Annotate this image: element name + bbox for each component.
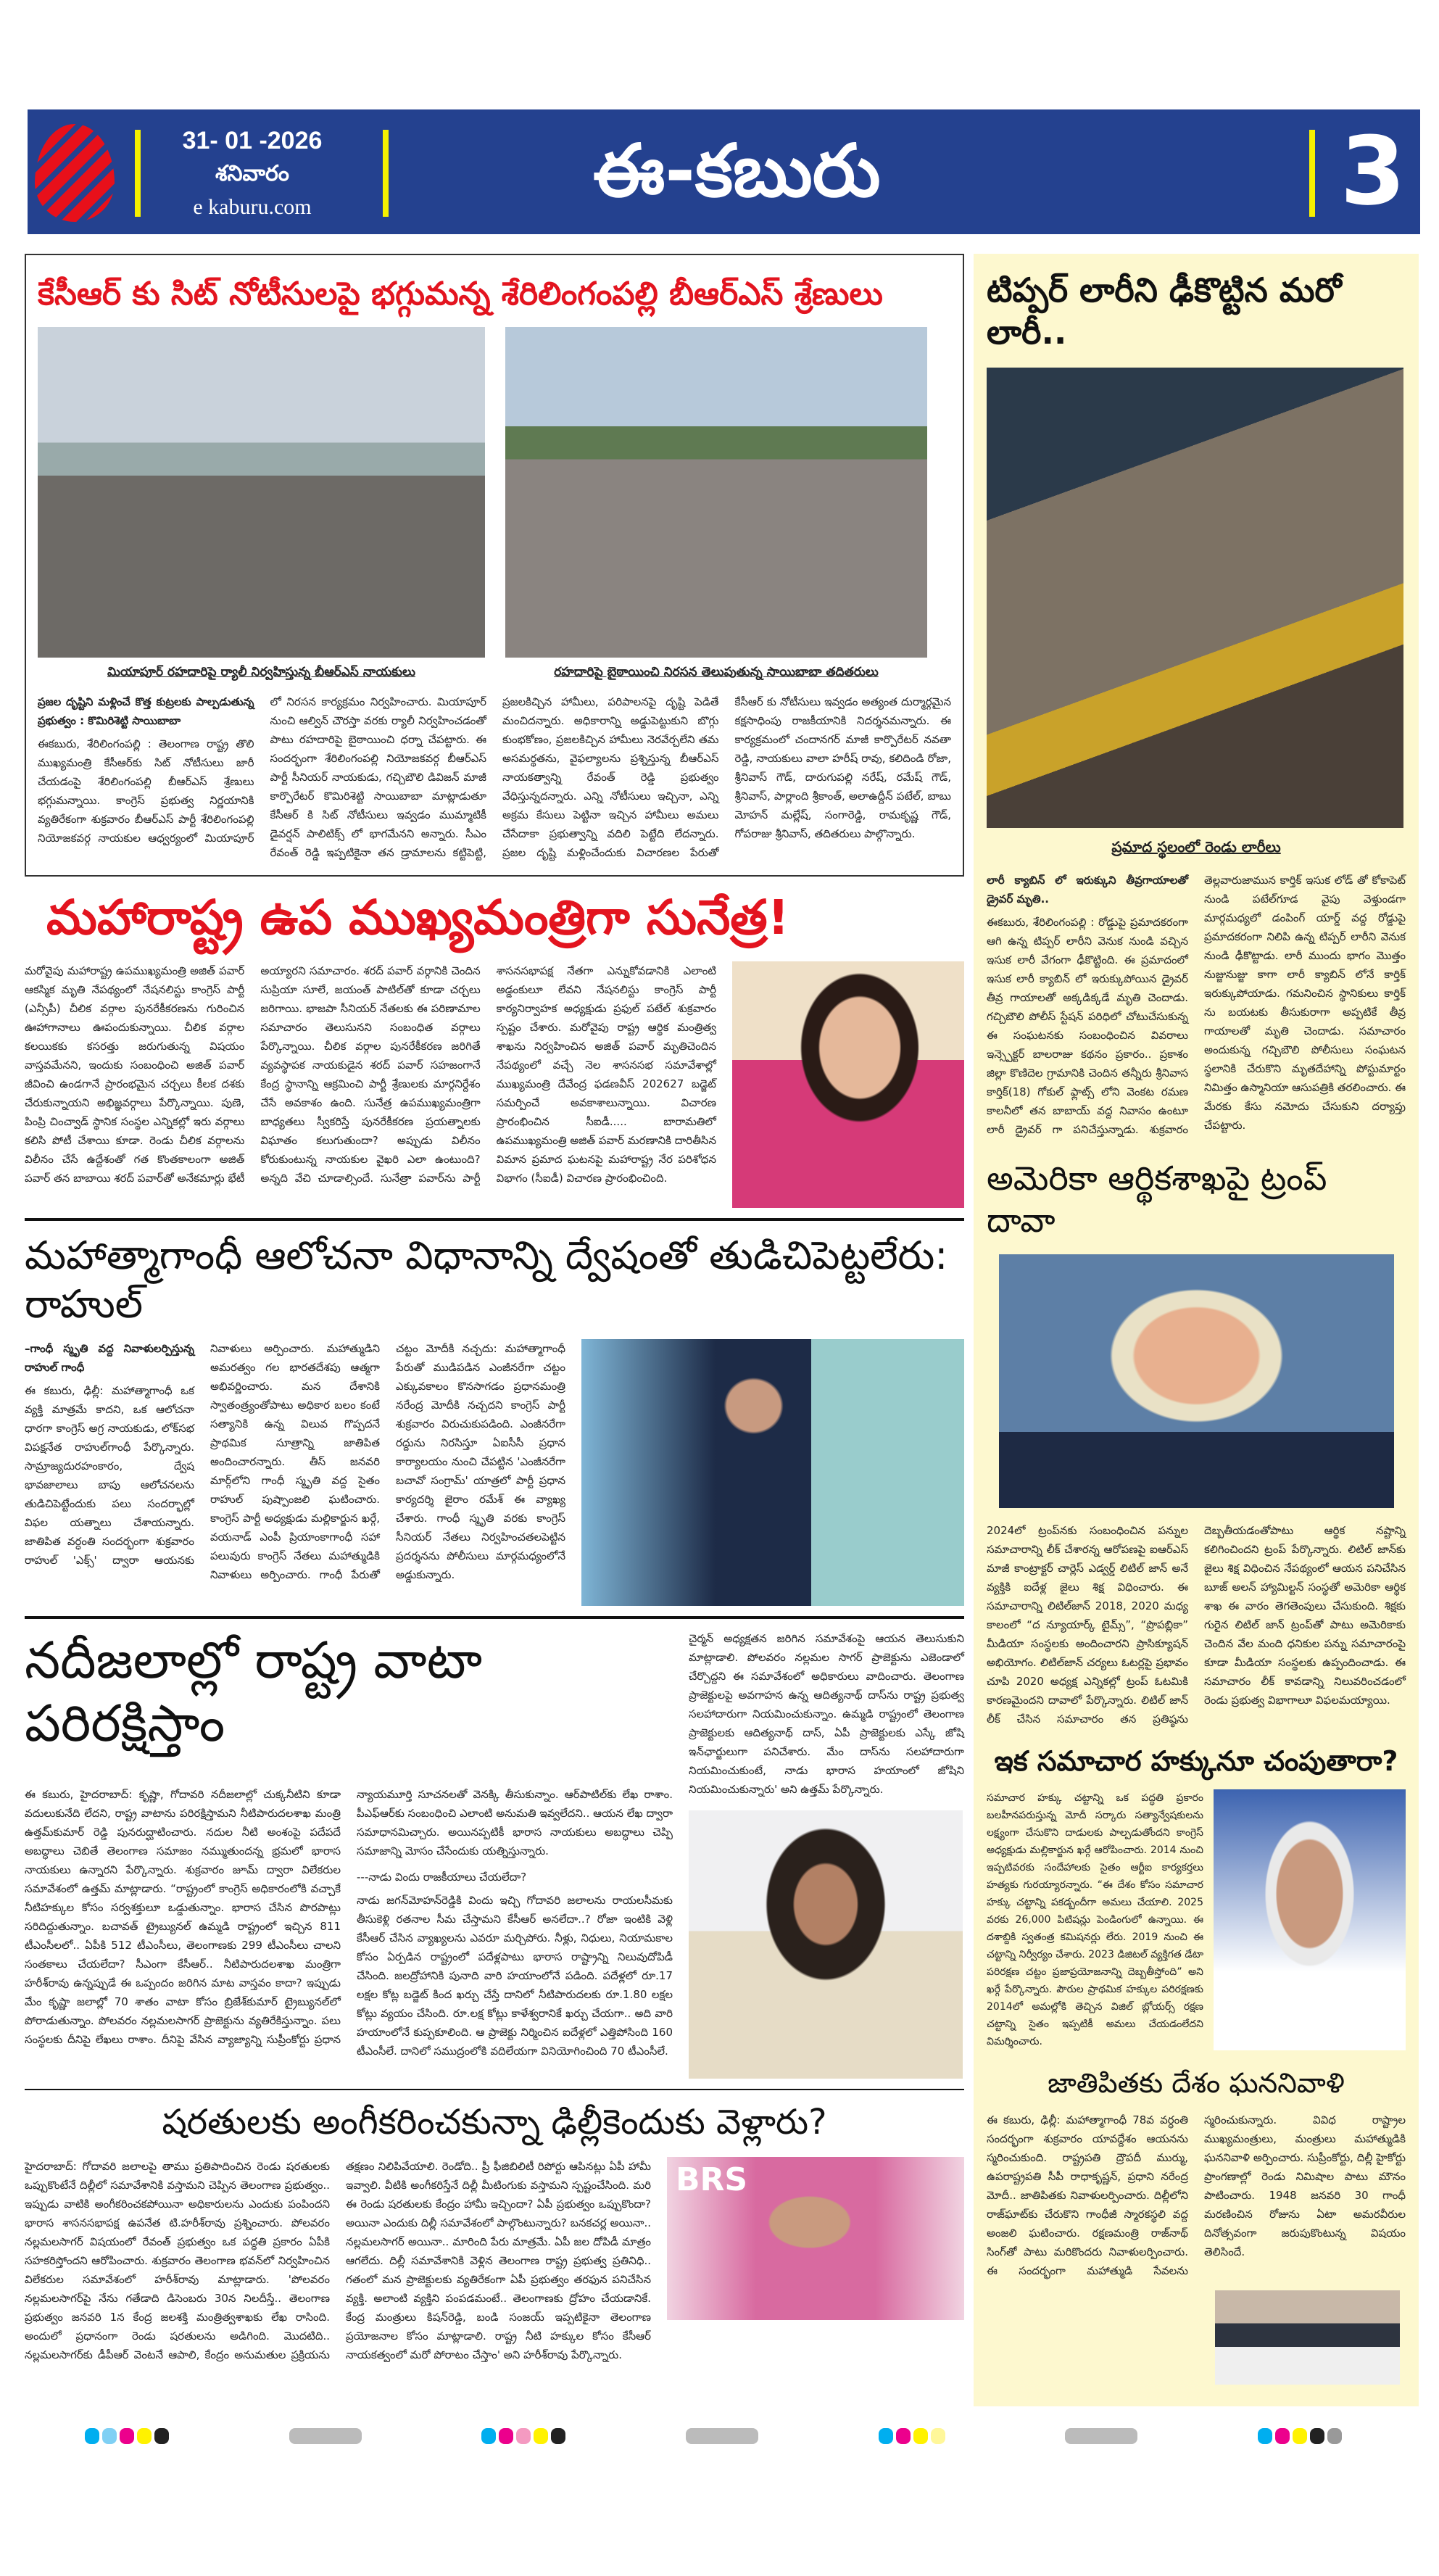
print-registration-marks — [289, 2428, 362, 2444]
article-body — [38, 692, 951, 862]
photo-road-protest — [505, 327, 927, 658]
print-registration-marks — [1258, 2428, 1342, 2444]
divider — [25, 1218, 964, 1221]
issue-info — [158, 124, 347, 224]
body-text: మరోవైపు మహారాష్ట్ర ఉపముఖ్యమంత్రి అజిత్ పవార్ ఆకస్మిక మృతి నేపథ్యంలో నేషనలిస్టు కాంగ్రెస్ పార్టీ (ఎన్సీపీ) చీలిక వర్గాల పునరేకీకరణను గురించిన ఊహాగానాలు ఊపందుకున్నాయి. చీలిక వర్గాల కలయికకు కసరత్తు జరుగుతున్న విషయం వాస్తవమేనని, ఇందుకు సంబంధించి అజిత్ పవార్ జీవించి ఉండగానే ప్రారంభమైన చర్చలు కీలక దశకు చేరుకున్నాయని అభిజ్ఞవర్గాలు పేర్కొన్నాయి. పుణె, పింప్రి చించ్వాడ్ స్థానిక సంస్థల ఎన్నికల్లో ఇరు వర్గాలు కలిసి పోటీ చేశాయి కూడా. రెండు చీలిక వర్గాలను విలీనం చేసే ఉద్దేశంతో గత కొంతకాలంగా అజిత్ పవార్ తన బాబాయి శరద్ పవార్‌తో అనేకమార్లు భేటీ అయ్యారని సమాచారం. శరద్ పవార్ వర్గానికి చెందిన సుప్రియా సూలే, జయంత్ పాటిల్‌తో కూడా చర్చలు జరిగాయి. భాజపా సీనియర్ నేతలకు ఈ పరిణామాల సమాచారం తెలుసునని సంబంధిత వర్గాలు పేర్కొన్నాయి. చీలిక వర్గాల పునరేకీకరణ జరిగితే వ్యవస్థాపక నాయకుడైన శరద్ పవార్ సహజంగానే కేంద్ర స్థానాన్ని ఆక్రమించి పార్టీ శ్రేణులకు మార్గనిర్దేశం చేసే అవకాశం ఉంది. సునేత్ర ఉపముఖ్యమంత్రిగా బాధ్యతలు స్వీకరిస్తే పునరేకీకరణ ప్రయత్నాలకు విఘాతం కలుగుతుందా? అప్పుడు విలీనం కోరుకుంటున్న నాయకుల వైఖరి ఎలా ఉంటుంది? అన్నది వేచి చూడాల్సిందే. సునేత్రా పవార్‌ను పార్టీ శాసనసభాపక్ష నేతగా ఎన్నుకోవడానికి ఎలాంటి అడ్డంకులూ లేవని నేషనలిస్టు కాంగ్రెస్ పార్టీ కార్యనిర్వాహక అధ్యక్షుడు ప్రఫుల్ పటేల్ శుక్రవారం స్పష్టం చేశారు. మరోవైపు రాష్ట్ర ఆర్థిక మంత్రిత్వ శాఖను నిర్వహించిన అజిత్ పవార్ మృతిచెందిన నేపథ్యంలో వచ్చే నెల శాసనసభ సమావేశాల్లో ముఖ్యమంత్రి దేవేంద్ర ఫడణవీస్ 202627 బడ్జెట్ సమర్పించే అవకాశాలున్నాయి. విచారణ ప్రారంభించిన సీఐడీ..... బారామతిలో ఉపముఖ్యమంత్రి అజిత్ పవార్ మరణానికి దారితీసిన విమాన ప్రమాద ఘటనపై మహారాష్ట్ర నేర పరిశోధన విభాగం (సీఐడీ) విచారణ ప్రారంభించింది. — [25, 964, 716, 1185]
print-registration-marks — [481, 2428, 565, 2444]
photo-lorry-accident — [987, 368, 1403, 828]
photo-mallikarjun-kharge — [1214, 1789, 1406, 2050]
article-kcr — [25, 254, 964, 877]
headline: కేసీఆర్ కు సిట్ నోటీసులపై భగ్గుమన్న శేరిలింగంపల్లి బీఆర్ఎస్ శ్రేణులు — [38, 276, 883, 312]
divider — [383, 130, 389, 217]
article-body-harish — [25, 2157, 651, 2364]
headline-water: నదీజలాల్లో రాష్ట్ర వాటా పరిరక్షిస్తాం — [25, 1630, 483, 1753]
divider — [25, 2089, 964, 2090]
article-body-rti: సమాచార హక్కు చట్టాన్ని ఒక పద్ధతి ప్రకారం బలహీనపరుస్తున్న మోదీ సర్కారు సత్యాన్వేషకులను లక్ష్యంగా చేసుకొని దాడులకు పాల్పడుతోందని కాంగ్రెస్ అధ్యక్షుడు మల్లికార్జున ఖర్గే ఆరోపించారు. 2014 నుంచి ఇప్పటివరకు సందేహాలకు సైతం ఆర్టీఐ కార్యకర్తలు హత్యకు గురయ్యారన్నారు. “ఈ దేశం కోసం సమాచార హక్కు చట్టాన్ని పకడ్బందీగా అమలు చేయాలి. 2025 వరకు 26,000 పిటిషన్లు పెండింగులో ఉన్నాయి. ఈ దశాబ్దికి స్వతంత్ర కమిషనర్లు లేరు. 2019 నుంచి ఈ చట్టాన్ని నిర్వీర్యం చేశారు. 2023 డిజిటల్ వ్యక్తిగత డేటా పరిరక్షణ చట్టం ప్రజాప్రయోజనాన్ని దెబ్బతీస్తోంది” అని ఖర్గే పేర్కొన్నారు. పౌరుల ప్రాథమిక హక్కుల పరిరక్షణకు 2014లో అమల్లోకి తెచ్చిన విజిల్ బ్లోయర్స్ రక్షణ చట్టాన్ని సైతం ఇప్పటికీ అమలు చేయడంలేదని విమర్శించారు. — [987, 1792, 1203, 2047]
photo-harish-rao — [667, 2157, 964, 2320]
subheading: ---నాడు విందు రాజకీయాలు చేయలేదా? — [357, 1870, 527, 1884]
side-text-water: చైర్మన్ అధ్యక్షతన జరిగిన సమావేశంపై ఆయన తెలుసుకుని మాట్లాడాలి. పోలవరం నల్లమల సాగర్ ప్రాజెక్టును ఎజెండాలో చేర్చొద్దని ఈ సమావేశంలో అధికారులు వాదించారు. తెలంగాణ ప్రాజెక్టులపై అవగాహన ఉన్న ఆదిత్యనాథ్ దాస్‌ను రాష్ట్ర ప్రభుత్వ సలహాదారుగా నియమించుకున్నాం. ఉమ్మడి రాష్ట్రంలో తెలంగాణ ప్రాజెక్టులకు ఆదిత్యనాథ్ దాస్, ఏపీ ప్రాజెక్టులకు ఎస్కే జోషి ఇన్‌ఛార్జులుగా పనిచేశారు. మేం దాస్‌ను సలహాదారుగా నియమించుకుంటే, నాడు భారాస హయాంలో జోషిని నియమించుకున్నారు' అని ఉత్తమ్ పేర్కొన్నారు. — [689, 1631, 964, 1796]
subheading: ప్రజల దృష్టిని మళ్లించే కొత్త కుట్రలకు పాల్పడుతున్న ప్రభుత్వం : కొమిరిశెట్టి సాయిబాబా — [38, 695, 254, 727]
article-sunetra — [25, 888, 964, 1208]
article-body-trump — [987, 1521, 1406, 1728]
headline-sunetra: మహారాష్ట్ర ఉప ముఖ్యమంత్రిగా సునేత్ర! — [46, 890, 789, 945]
article-body-gandhi — [987, 2111, 1406, 2280]
brs-banner-text: BRS — [676, 2161, 748, 2198]
issue-day: శనివారం — [215, 162, 289, 186]
print-registration-marks — [686, 2428, 758, 2444]
divider — [135, 130, 141, 217]
photo-rajghat-tribute — [1215, 2290, 1400, 2385]
sidebar-column — [974, 254, 1419, 2406]
headline-rahul: మహాత్మాగాంధీ ఆలోచనా విధానాన్ని ద్వేషంతో తుడిచిపెట్టలేరు: రాహుల్ — [25, 1232, 948, 1327]
newspaper-title: ఈ-కబురు — [593, 128, 881, 213]
article-body-water — [25, 1785, 673, 2061]
headline-harish: షరతులకు అంగీకరించకున్నా ఢిల్లీకెందుకు వెళ్లారు? — [162, 2101, 827, 2142]
photo-caption: మియాపూర్ రహదారిపై ర్యాలీ నిర్వహిస్తున్న బీఆర్ఎస్ నాయకులు — [107, 665, 415, 679]
headline-gandhi: జాతిపితకు దేశం ఘననివాళి — [1048, 2066, 1345, 2099]
photo-caption: ప్రమాద స్థలంలో రెండు లారీలు — [1111, 838, 1281, 856]
article-rahul — [25, 1231, 964, 1606]
subheading: –గాంధీ స్మృతి వద్ద నివాళులర్పిస్తున్న రాహుల్ గాంధీ — [25, 1341, 194, 1374]
photo-uttam-kumar-reddy — [689, 1810, 963, 2079]
issue-date: 31- 01 -2026 — [182, 127, 323, 154]
main-column — [25, 254, 964, 2364]
subheading: లారీ క్యాబిన్ లో ఇరుక్కుని తీవ్రగాయాలతో డ్రైవర్ మృతి.. — [987, 874, 1188, 906]
website[interactable]: e kaburu.com — [193, 195, 312, 219]
photo-brs-rally — [38, 327, 485, 658]
photo-sunetra-pawar — [732, 961, 964, 1208]
headline-trump: అమెరికా ఆర్థికశాఖపై ట్రంప్ దావా — [987, 1159, 1327, 1240]
body-text: 2024లో ట్రంప్‌నకు సంబంధించిన పన్నుల సమాచారాన్ని లీక్ చేశారన్న ఆరోపణపై ఐఆర్ఎస్ మాజీ కాంట్రాక్టర్ చార్లెస్ ఎడ్వర్డ్ లిటిల్ జాన్ అనే వ్యక్తికి ఐదేళ్ల జైలు శిక్ష విధించారు. ఈ సమాచారాన్ని లిటిల్‌జాన్ 2018, 2020 మధ్య కాలంలో “ద న్యూయార్క్ టైమ్స్”, “ప్రొపబ్లికా” మీడియా సంస్థలకు అందించారని ప్రాసిక్యూషన్ అభియోగం. లిటిల్‌జాన్ చర్యలు ఓటర్లపై ప్రభావం చూపి 2020 అధ్యక్ష ఎన్నికల్లో ట్రంప్ ఓటమికి కారణమైందని దావాలో పేర్కొన్నారు. లిటిల్ జాన్ లీక్ చేసిన సమాచారం తన ప్రతిష్ఠను దెబ్బతీయడంతోపాటు ఆర్థిక నష్టాన్ని కలిగించిందని ట్రంప్ పేర్కొన్నారు. లిటిల్ జాన్‌కు జైలు శిక్ష విధించిన నేపథ్యంలో ఆయన పనిచేసిన బూజ్ అలన్ హ్యామిల్టన్ సంస్థతో అమెరికా ఆర్థిక శాఖ ఈ వారం తెగతెంపులు చేసుకుంది. శిక్షకు గురైన లిటిల్ జాన్ ట్రంప్‌తో పాటు అమెరికాకు చెందిన వేల మంది ధనికుల పన్ను సమాచారంపై కూడా మీడియా సంస్థలకు ఉప్పందించాడు. ఈ సమాచారం లీక్ కావడాన్ని నిలువరించడంలో రెండు ప్రభుత్వ విభాగాలూ విఫలమయ్యాయి. — [987, 1524, 1406, 1726]
newspaper-logo-icon — [35, 124, 115, 222]
photo-rahul-gandhi — [581, 1339, 964, 1606]
divider — [1309, 130, 1315, 217]
article-body-lorry — [987, 871, 1406, 1139]
page-number: 3 — [1340, 116, 1406, 226]
body-text: నాడు జగన్‌మోహన్‌రెడ్డికి విందు ఇచ్చి గోదావరి జలాలను రాయలసీమకు తీసుకెళ్లి రతనాల సీమ చేస్తామని కేసీఆర్ అనలేదా..? రోజా ఇంటికి వెళ్లి కేసీఆర్ చేసిన వ్యాఖ్యలను ఎవరూ మర్చిపోరు. నీళ్లు, నిధులు, నియామకాల కోసం ఏర్పడిన రాష్ట్రంలో పదేళ్లపాటు భారాస రాష్ట్రాన్ని నిలువుదోపిడీ చేసింది. జలద్రోహానికి పునాది వారి హయాంలోనే పడింది. పదేళ్లలో రూ.17 లక్షల కోట్ల బడ్జెట్ కింద ఖర్చు చేస్తే దానిలో నీటిపారుదలకు రూ.1.80 లక్షల కోట్లు వ్యయం చేసింది. రూ.లక్ష కోట్లు కాళేశ్వరానికే ఖర్చు చేయగా.. అది వారి హయాంలోనే కుప్పకూలింది. ఆ ప్రాజెక్టు నిర్మించిన ఐదేళ్లలో ఎత్తిపోసింది 160 టీఎంసీలే. దానిలో సముద్రంలోకి వదిలేయగా వినియోగించింది 70 టీఎంసీలే. — [357, 1893, 673, 2058]
body-text: ఈకబురు, శేరిలింగంపల్లి : తెలంగాణ రాష్ట్ర తొలి ముఖ్యమంత్రి కేసీఆర్‌కు సిట్ నోటీసులు జారీ చేయడంపై శేరిలింగంపల్లి బీఆర్ఎస్ శ్రేణులు భగ్గుమన్నాయి. కాంగ్రెస్ ప్రభుత్వ నిర్ణయానికి వ్యతిరేకంగా శుక్రవారం బీఆర్ఎస్ పార్టీ శేరిలింగంపల్లి నియోజకవర్గ నాయకుల ఆధ్వర్యంలో మియాపూర్ లో నిరసన కార్యక్రమం నిర్వహించారు. మియాపూర్ నుంచి ఆల్విన్ చౌరస్తా వరకు ర్యాలీ నిర్వహించడంతో పాటు రహదారిపై బైఠాయించి ధర్నా చేపట్టారు. ఈ సందర్భంగా శేరిలింగంపల్లి నియోజకవర్గ బీఆర్ఎస్ పార్టీ సీనియర్ నాయకుడు, గచ్చిబౌలి డివిజన్ మాజీ కార్పొరేటర్ కొమిరిశెట్టి సాయిబాబా మాట్లాడుతూ కేసీఆర్ కి సిట్ నోటీసులు ఇవ్వడం ముమ్మాటికీ డైవర్షన్ పాలిటిక్స్ లో భాగమేనని అన్నారు. సీఎం రేవంత్ రెడ్డి ఇప్పటికైనా తన డ్రామాలను కట్టిపెట్టి, ప్రజలకిచ్చిన హామీలు, పరిపాలనపై దృష్టి పెడితే మంచిదన్నారు. అధికారాన్ని అడ్డుపెట్టుకుని బొగ్గు కుంభకోణం, ప్రజలకిచ్చిన హామీలు నెరవేర్చలేని తమ అసమర్థతను, వైఫల్యాలను ప్రశ్నిస్తున్న బీఆర్ఎస్ నాయకత్వాన్ని రేవంత్ రెడ్డి ప్రభుత్వం వేధిస్తున్నదన్నారు. ఎన్ని నోటీసులు ఇచ్చినా, ఎన్ని అక్రమ కేసులు పెట్టినా ఇచ్చిన హామీలు అమలు చేసేదాకా ప్రభుత్వాన్ని వదిలి పెట్టేది లేదన్నారు. ప్రజల దృష్టి మళ్లించేందుకు విచారణల పేరుతో కేసీఆర్ కు నోటీసులు ఇవ్వడం అత్యంత దుర్మార్గమైన కక్షసాధింపు రాజకీయానికి నిదర్శనమన్నారు. ఈ కార్యక్రమంలో చందానగర్ మాజీ కార్పొరేటర్ నవతా రెడ్డి, నాయకులు వాలా హరీష్ రావు, కలిదిండి రోజా, శ్రీనివాస్ గౌడ్, దారుగుపల్లి నరేష్, రమేష్ గౌడ్, శ్రీనివాస్, పార్లాంది శ్రీకాంత్, అలాఉద్దీన్ పటేల్, బాబు మోహన్ మల్లేష్, సంగారెడ్డి, రామకృష్ణ గౌడ్, గోపరాజు శ్రీనివాస్, తదితరులు పాల్గొన్నారు. — [38, 695, 951, 859]
print-registration-marks — [1065, 2428, 1137, 2444]
print-registration-marks — [879, 2428, 945, 2444]
print-registration-marks — [85, 2428, 169, 2444]
body-text: ఈ కబురు, ఢిల్లీ: మహాత్మాగాంధీ ఒక వ్యక్తి మాత్రమే కాదని, ఒక ఆలోచనా ధారగా కాంగ్రెస్ అగ్ర నాయకుడు, లోక్‌సభ విపక్షనేత రాహుల్‌గాంధీ పేర్కొన్నారు. సామ్రాజ్యదురహంకారం, ద్వేష భావజాలాలు బాపు ఆలోచనలను తుడిచిపెట్టేందుకు పలు సందర్భాల్లో విఫల యత్నాలు చేశాయన్నారు. జాతిపిత వర్ధంతి సందర్భంగా శుక్రవారం రాహుల్ 'ఎక్స్' ద్వారా ఆయనకు నివాళులు అర్పించారు. మహాత్ముడిని అమరత్వం గల భారతదేశపు ఆత్మగా అభివర్ణించారు. మన దేశానికి స్వాతంత్ర్యంతోపాటు అధికార బలం కంటే సత్యానికి ఉన్న విలువ గొప్పదనే ప్రాథమిక సూత్రాన్ని జాతిపిత అందించారన్నారు. తీస్ జనవరి మార్గ్‌లోని గాంధీ స్మృతి వద్ద సైతం రాహుల్ పుష్పాంజలి ఘటించారు. కాంగ్రెస్ పార్టీ అధ్యక్షుడు మల్లికార్జున ఖర్గే, వయనాడ్ ఎంపీ ప్రియాంకాగాంధీ సహా పలువురు కాంగ్రెస్ నేతలు మహాత్ముడికి నివాళులు అర్పించారు. గాంధీ పేరుతో చట్టం మోదీకి నచ్చదు: మహాత్మాగాంధీ పేరుతో ముడిపడిన ఎంజీనరేగా చట్టం ఎక్కువకాలం కొనసాగడం ప్రధానమంత్రి నరేంద్ర మోదీకి నచ్చదని కాంగ్రెస్ పార్టీ శుక్రవారం విరుచుకుపడింది. ఎంజీనరేగా రద్దును నిరసిస్తూ ఏఐసీసీ ప్రధాన కార్యాలయం నుంచి చేపట్టిన 'ఎంజీనరేగా బచావో సంగ్రామ్' యాత్రలో పార్టీ ప్రధాన కార్యదర్శి జైరాం రమేశ్ ఈ వ్యాఖ్య చేశారు. గాంధీ స్మృతి వరకు కాంగ్రెస్ సీనియర్ నేతలు నిర్వహించతలపెట్టిన ప్రదర్శనను పోలీసులు మార్గమధ్యంలోనే అడ్డుకున్నారు. — [25, 1341, 565, 1581]
divider — [25, 1616, 964, 1619]
masthead-banner — [28, 109, 1420, 234]
headline-lorry: టిప్పర్ లారీని ఢీకొట్టిన మరో లారీ.. — [987, 270, 1342, 352]
body-text: ఈకబురు, శేరిలింగంపల్లి : రోడ్డుపై ప్రమాదకరంగా ఆగి ఉన్న టిప్పర్ లారీని వెనుక నుండి వచ్చిన ఇసుక లారీ వేగంగా ఢీకొట్టింది. ఈ ప్రమాదంలో ఇసుక లారీ క్యాబిన్ లో ఇరుక్కుపోయిన డ్రైవర్ తీవ్ర గాయాలతో అక్కడిక్కడే మృతి చెందాడు. గచ్చిబౌలి పోలీస్ స్టేషన్ పరిధిలో చోటుచేసుకున్న ఈ సంఘటనకు సంబంధించిన వివరాలు ఇన్స్పెక్టర్ బాలరాజు కథనం ప్రకారం.. ప్రకాశం జిల్లా కొణిదెల గ్రామానికి చెందిన తన్నీరు శ్రీనివాస కార్తిక్(18) గోకుల్ ఫ్లాట్స్ లోని వెంకట రమణ కాలనీలో తన బాబాయ్ వద్ద నివాసం ఉంటూ లారీ డ్రైవర్ గా పనిచేస్తున్నాడు. శుక్రవారం తెల్లవారుజామున కార్తిక్ ఇసుక లోడ్ తో కోకాపెట్ నుండి పటేల్‌గూడ వైపు వెళ్తుండగా మార్గమధ్యలో డంపింగ్ యార్డ్ వద్ద రోడ్డుపై ప్రమాదకరంగా నిలిపి ఉన్న టిప్పర్ లారీని వెనుక నుండి ఢీకొట్టాడు. లారీ ముందు భాగం మొత్తం నుజ్జునుజ్జు కాగా లారీ క్యాబిన్ లోనే కార్తిక్ ఇరుక్కుపోయాడు. గమనించిన స్థానికులు కార్తిక్ ను బయటకు తీసుకురాగా అప్పటికే తీవ్ర గాయాలతో మృతి చెందాడు. సమాచారం అందుకున్న గచ్చిబౌలి పోలీసులు సంఘటన స్థలానికి చేరుకొని మృతదేహాన్ని పోస్టుమార్టం నిమిత్తం ఉస్మానియా ఆసుపత్రికి తరలించారు. ఈ మేరకు కేసు నమోదు చేసుకుని దర్యాప్తు చేపట్టారు. — [987, 874, 1406, 1136]
photo-donald-trump — [999, 1254, 1394, 1508]
body-text: ఈ కబురు, హైదరాబాద్: కృష్ణా, గోదావరి నదీజలాల్లో చుక్కనీటిని కూడా వదులుకునేది లేదని, రాష్ట్ర వాటాను పరిరక్షిస్తామని నీటిపారుదలశాఖ మంత్రి ఉత్తమ్‌కుమార్ రెడ్డి పునరుద్ఘాటించారు. నదుల నీటి అంశంపై పదేపదే అబద్ధాలు చెబితే తెలంగాణ సమాజం నమ్ముతుందన్న భ్రమలో భారాస నాయకులు ఉన్నారని పేర్కొన్నారు. శుక్రవారం జూమ్ ద్వారా విలేకరుల సమావేశంలో ఉత్తమ్ మాట్లాడారు. “రాష్ట్రంలో కాంగ్రెస్ అధికారంలోకి వచ్చాకే నీటిహక్కుల కోసం సర్వశక్తులూ ఒడ్డుతున్నాం. భారాస చేసిన పొరపాట్లు సరిదిద్దుతున్నాం. బచావత్ ట్రైబ్యునల్ ఉమ్మడి రాష్ట్రంలో ఇచ్చిన 811 టీఎంసీలలో.. ఏపీకి 512 టీఎంసీలు, తెలంగాణకు 299 టీఎంసీలు చాలని సంతకాలు చేయలేదా? సీఎంగా కేసీఆర్.. నీటిపారుదలశాఖ మంత్రిగా హరీశ్‌రావు ఉన్నప్పుడే ఈ ఒప్పందం జరిగిన మాట వాస్తవం కాదా? ఇప్పుడు మేం కృష్ణా జలాల్లో 70 శాతం వాటా కోసం బ్రిజేశ్‌కుమార్ ట్రైబ్యునల్‌లో పోరాడుతున్నాం. పోలవరం నల్లమలసాగర్ ప్రాజెక్టును వ్యతిరేకిస్తున్నాం. పలు సంస్థలకు దీనిపై లేఖలు రాశాం. దీనిపై వేసిన వ్యాజ్యాన్ని సుప్రీంకోర్టు ప్రధాన న్యాయమూర్తి సూచనలతో వెనక్కి తీసుకున్నాం. ఆర్‌పాటిల్‌కు లేఖ రాశాం. పీఎఫ్ఆర్‌కు సంబంధించి ఎలాంటి అనుమతి ఇవ్వలేదని.. ఆయన లేఖ ద్వారా సమాధానమిచ్చారు. అయినప్పటికీ భారాస నాయకులు అబద్ధాలు చెప్పి సమాజాన్ని మోసం చేసేందుకు యత్నిస్తున్నారు. — [25, 1787, 673, 2046]
article-water — [25, 1629, 964, 2079]
body-text: హైదరాబాద్: గోదావరి జలాలపై తాము ప్రతిపాదించిన రెండు షరతులకు ఒప్పుకొంటేనే దిల్లీలో సమావేశానికి వస్తామని చెప్పిన తెలంగాణ ప్రభుత్వం.. ఇప్పుడు వాటికి అంగీకరించకపోయినా అధికారులను ఎందుకు పంపిందని భారాస శాసనసభాపక్ష ఉపనేత టి.హరీశ్‌రావు ప్రశ్నించారు. పోలవరం నల్లమలసాగర్ విషయంలో రేవంత్ ప్రభుత్వం ఒక పద్ధతి ప్రకారం ఏపీకి సహకరిస్తోందని ఆరోపించారు. శుక్రవారం తెలంగాణ భవన్‌లో నిర్వహించిన విలేకరుల సమావేశంలో హరీశ్‌రావు మాట్లాడారు. 'పోలవరం నల్లమలసాగర్‌పై నేను గతేడాది డిసెంబరు 30న నిలదీస్తే.. తెలంగాణ ప్రభుత్వం జనవరి 1న కేంద్ర జలశక్తి మంత్రిత్వశాఖకు లేఖ రాసింది. అందులో ప్రధానంగా రెండు షరతులను అడిగింది. మొదటిది.. నల్లమలసాగర్‌కు డీపీఆర్ వెంటనే ఆపాలి, కేంద్రం అనుమతుల ప్రక్రియను తక్షణం నిలిపివేయాలి. రెండోది.. ప్రీ ఫీజిబిలిటీ రిపోర్టు ఆపినట్లు ఏపీ హామీ ఇవ్వాలి. వీటికి అంగీకరిస్తేనే దిల్లీ మీటింగుకు వస్తామని స్పష్టంచేసింది. మరి ఈ రెండు షరతులకు కేంద్రం హామీ ఇచ్చిందా? ఏపీ ప్రభుత్వం ఒప్పుకొందా? అయినా ఎందుకు దిల్లీ సమావేశంలో పాల్గొంటున్నారు? బనకచర్ల అయినా.. నల్లమలసాగర్ అయినా.. మారింది పేరు మాత్రమే. ఏపీ జల దోపిడీ మాత్రం ఆగలేదు. దిల్లీ సమావేశానికి వెళ్లిన తెలంగాణ రాష్ట్ర ప్రభుత్వ ప్రతినిధి.. గతంలో మన ప్రాజెక్టులకు వ్యతిరేకంగా ఏపీ ప్రభుత్వం తరఫున పనిచేసిన వ్యక్తి. అలాంటి వ్యక్తిని పంపడమంటే.. తెలంగాణకు ద్రోహం చేయడానికే. కేంద్ర మంత్రులు కిషన్‌రెడ్డి, బండి సంజయ్ ఇప్పటికైనా తెలంగాణ ప్రయోజనాల కోసం మాట్లాడాలి. రాష్ట్ర నీటి హక్కుల కోసం కేసీఆర్ నాయకత్వంలో మరో పోరాటం చేస్తాం' అని హరీశ్‌రావు పేర్కొన్నారు. — [25, 2159, 651, 2361]
print-registration-strip — [25, 2428, 1402, 2444]
headline-rti: ఇక సమాచార హక్కునూ చంపుతారా? — [994, 1745, 1398, 1777]
photo-caption: రహదారిపై బైఠాయించి నిరసన తెలుపుతున్న సాయిబాబా తదితరులు — [554, 665, 879, 679]
page-content — [25, 254, 1419, 2406]
article-body-sunetra — [25, 961, 716, 1188]
body-text: ఈ కబురు, ఢిల్లీ: మహాత్మాగాంధీ 78వ వర్ధంతి సందర్భంగా శుక్రవారం యావద్దేశం ఆయనను స్మరించుకుంది. రాష్ట్రపతి ద్రౌపదీ ముర్ము, ఉపరాష్ట్రపతి సీపీ రాధాకృష్ణన్, ప్రధాని నరేంద్ర మోదీ.. జాతిపితకు నివాళులర్పించారు. దిల్లీలోని రాజ్‌ఘాట్‌కు చేరుకొని గాంధీజీ స్మారకస్థలి వద్ద అంజలి ఘటించారు. రక్షణమంత్రి రాజ్‌నాథ్ సింగ్‌తో పాటు మరికొందరు నివాళులర్పించారు. ఈ సందర్భంగా మహాత్ముడి సేవలను స్మరించుకున్నారు. వివిధ రాష్ట్రాల ముఖ్యమంత్రులు, మంత్రులు మహాత్ముడికి ఘననివాళి అర్పించారు. సుప్రీంకోర్టు, దిల్లీ హైకోర్టు ప్రాంగణాల్లో రెండు నిమిషాల పాటు మౌనం పాటించారు. 1948 జనవరి 30 గాంధీ మరణించిన రోజును ఏటా అమరవీరుల దినోత్సవంగా జరుపుకొంటున్న విషయం తెలిసిందే. — [987, 2113, 1406, 2277]
article-body-rahul — [25, 1339, 565, 1584]
article-harish — [25, 2100, 964, 2364]
